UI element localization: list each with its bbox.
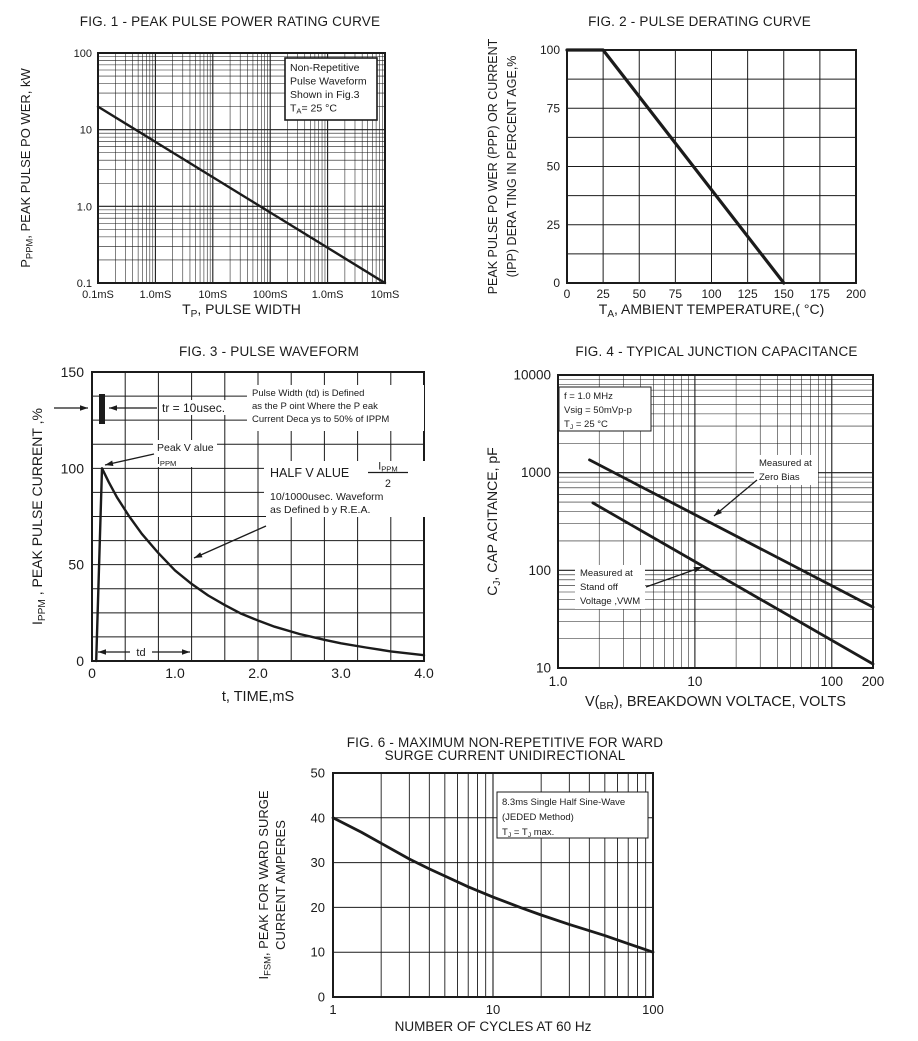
annotation-text: Pulse Width (td) is Defined <box>252 388 365 399</box>
y-tick-label: 50 <box>310 765 325 781</box>
y-tick-label: 10 <box>79 124 92 137</box>
annotation-text: 2 <box>385 478 391 490</box>
grid <box>567 50 856 283</box>
x-axis-label: TP, PULSE WIDTH <box>182 301 301 320</box>
y-axis-label: $I_{FSM}$, PEAK FOR WARD SURGE <box>256 790 273 980</box>
annotation-text: Peak V alue <box>157 442 214 454</box>
figure-3-title: FIG. 3 - PULSE WAVEFORM <box>178 344 360 359</box>
annotation-text: td <box>136 647 146 659</box>
figure-3-chart <box>26 344 462 722</box>
figure-6-title-line1: FIG. 6 - MAXIMUM NON-REPETITIVE FOR WARD <box>346 735 664 750</box>
x-tick-label: 100 <box>642 1002 664 1017</box>
x-tick-label: 4.0 <box>414 665 434 681</box>
note-box-text: Shown in Fig.3 <box>290 89 360 101</box>
y-tick-label: 25 <box>546 217 560 232</box>
figure-1-chart <box>10 8 450 326</box>
x-tick-label: 1.0mS <box>139 289 172 301</box>
y-tick-label: 100 <box>539 43 560 57</box>
y-tick-label: 10 <box>310 944 325 960</box>
note-box-text: Non-Repetitive <box>290 62 360 74</box>
note-box-text: Pulse Waveform <box>290 75 367 88</box>
x-tick-label: 0 <box>88 665 96 681</box>
y-axis-label: $P_{PPM}$, PEAK PULSE PO WER, kW <box>18 68 35 268</box>
y-tick-label: 150 <box>60 364 84 380</box>
y-axis-label: PEAK PULSE PO WER (PPP) OR CURRENT <box>486 38 500 295</box>
y-tick-label: 0.1 <box>76 278 92 290</box>
arrowhead-icon <box>109 405 117 411</box>
x-tick-label: 2.0 <box>248 665 268 681</box>
x-tick-label: 1.0 <box>165 665 185 681</box>
y-axis-label: (IPP) DERA TING IN PERCENT AGE,% <box>505 55 519 278</box>
figure-2-pulse-derating <box>459 8 914 326</box>
annotation-text: Zero Bias <box>759 472 800 483</box>
note-box <box>285 58 377 120</box>
y-tick-label: 30 <box>310 855 325 871</box>
arrowhead-icon <box>194 552 203 558</box>
figure-3-pulse-waveform <box>26 344 462 722</box>
figure-2-title: FIG. 2 - PULSE DERATING CURVE <box>588 14 811 29</box>
annotation-text: Current Deca ys to 50% of IPPM <box>252 414 390 425</box>
note-box-text: 8.3ms Single Half Sine-Wave <box>502 797 626 808</box>
x-tick-label: 175 <box>809 287 830 301</box>
x-tick-label: 50 <box>632 287 646 301</box>
x-tick-label: 10mS <box>198 289 228 301</box>
note-box <box>497 792 648 839</box>
legend-box <box>559 387 651 431</box>
note-box-text: TJ = TJ max. <box>502 827 555 839</box>
y-axis-label: IPPM , PEAK PULSE CURRENT ,% <box>29 408 48 625</box>
arrow-line <box>714 480 757 516</box>
x-tick-label: 75 <box>668 287 683 301</box>
note-box-text: (JEDED Method) <box>502 812 574 823</box>
x-tick-label: 1.0mS <box>311 289 344 301</box>
y-tick-label: 20 <box>310 899 325 915</box>
y-tick-label: 40 <box>310 810 325 826</box>
annotation-text: $I_{PPM}$ <box>157 455 177 469</box>
figure-6-title-line2: SURGE CURRENT UNIDIRECTIONAL <box>384 748 626 763</box>
x-tick-label: 100 <box>820 674 844 689</box>
x-axis-label: NUMBER OF CYCLES AT 60 Hz <box>394 1019 592 1034</box>
y-tick-label: 1.0 <box>76 201 92 214</box>
annotation-text: Stand off <box>580 582 618 593</box>
y-axis-label: CURRENT AMPERES <box>273 820 288 950</box>
annotation-text: as Defined b y R.E.A. <box>270 504 371 516</box>
x-tick-label: 3.0 <box>331 665 351 681</box>
x-tick-label: 1.0 <box>548 674 568 689</box>
x-tick-label: 100 <box>701 287 722 301</box>
y-tick-label: 1000 <box>520 465 551 481</box>
annotation-text: Measured at <box>759 458 812 469</box>
arrowhead-icon <box>182 649 190 655</box>
legend-text: TJ = 25 °C <box>564 419 608 431</box>
annotation-text: 10/1000usec. Waveform <box>270 491 384 503</box>
figure-6-forward-surge-current <box>224 734 694 1038</box>
y-tick-label: 0 <box>317 989 325 1005</box>
x-tick-label: 200 <box>861 674 885 689</box>
y-tick-label: 0 <box>76 653 84 669</box>
annotation-text: HALF V ALUE <box>270 466 350 480</box>
arrowhead-icon <box>80 405 88 411</box>
figure-4-junction-capacitance <box>459 344 918 729</box>
arrow-line <box>194 526 266 558</box>
x-tick-label: 10 <box>485 1002 501 1017</box>
tr-marker-bar <box>99 394 105 424</box>
legend-text: Vsig = 50mVp-p <box>564 405 632 416</box>
y-tick-label: 0 <box>553 276 560 290</box>
y-tick-label: 75 <box>546 101 560 116</box>
y-tick-label: 10 <box>535 660 551 676</box>
figure-4-title: FIG. 4 - TYPICAL JUNCTION CAPACITANCE <box>575 344 858 359</box>
legend-text: f = 1.0 MHz <box>564 391 613 402</box>
annotation-text: Measured at <box>580 568 633 579</box>
y-tick-label: 100 <box>60 460 84 477</box>
annotation-text: tr = 10usec. <box>162 401 226 415</box>
x-tick-label: 25 <box>596 287 610 301</box>
x-tick-label: 10mS <box>370 289 400 301</box>
x-tick-label: 0.1mS <box>82 289 114 301</box>
x-axis-label: V(BR), BREAKDOWN VOLTACE, VOLTS <box>585 694 846 712</box>
note-box-text: $T_A= 25$ °C <box>290 102 337 116</box>
y-tick-label: 50 <box>546 159 560 174</box>
x-tick-label: 125 <box>737 287 758 301</box>
y-tick-label: 50 <box>68 556 84 573</box>
arrowhead-icon <box>98 649 106 655</box>
y-tick-label: 100 <box>73 48 92 60</box>
y-axis-label: CJ, CAP ACITANCE, pF <box>484 447 503 596</box>
annotation-text: as the P oint Where the P eak <box>252 401 378 412</box>
annotation-text: IPPM <box>378 460 398 474</box>
figure-1-title: FIG. 1 - PEAK PULSE POWER RATING CURVE <box>79 14 381 29</box>
x-tick-label: 100mS <box>252 289 288 301</box>
annotation-text: Voltage ,VWM <box>580 596 641 607</box>
figure-1-peak-pulse-power-rating <box>10 8 450 326</box>
figure-6-chart <box>224 734 694 1038</box>
x-tick-label: 200 <box>845 287 867 301</box>
x-tick-label: 10 <box>687 674 703 689</box>
x-tick-label: 150 <box>773 287 794 301</box>
figure-2-chart <box>459 8 914 326</box>
x-tick-label: 0 <box>563 287 571 301</box>
x-tick-label: 1 <box>329 1002 337 1017</box>
x-axis-label: t, TIME,mS <box>221 689 295 705</box>
y-tick-label: 100 <box>528 562 551 578</box>
figure-4-chart <box>459 344 918 729</box>
x-axis-label: TA, AMBIENT TEMPERATURE,( °C) <box>598 301 825 320</box>
y-tick-label: 10000 <box>513 367 551 383</box>
